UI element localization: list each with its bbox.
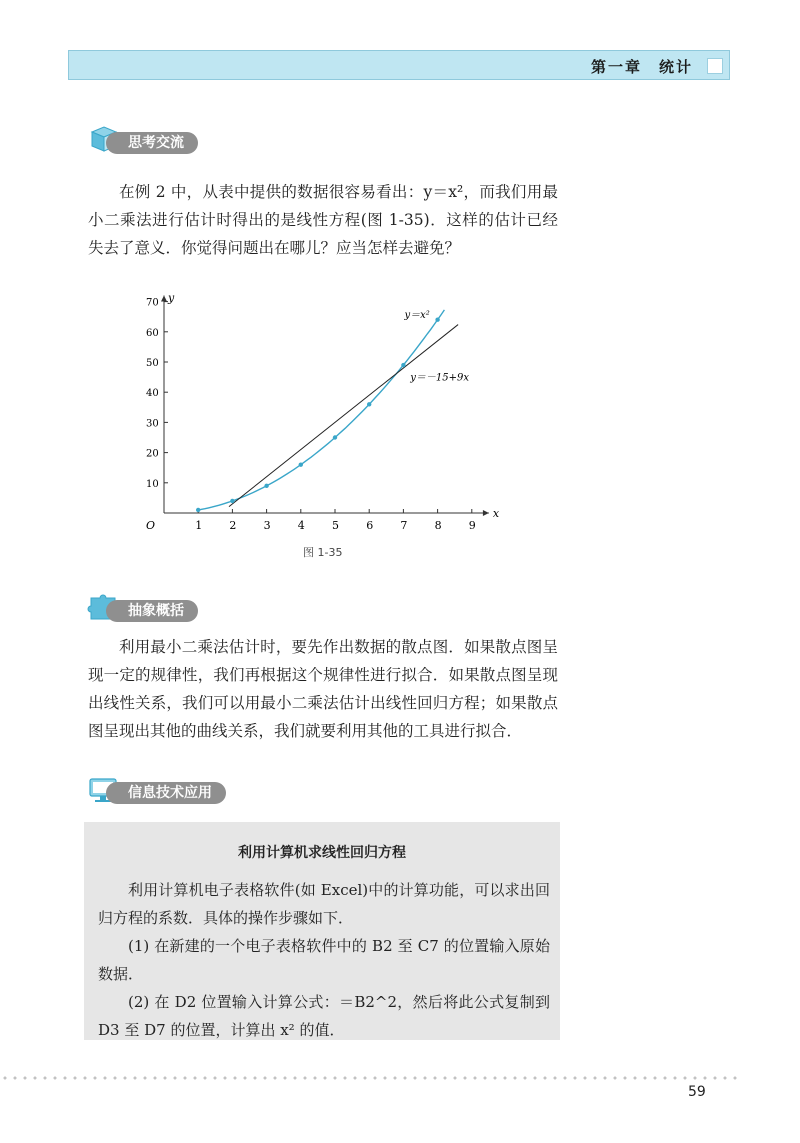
data-point <box>196 508 200 512</box>
y-tick-label: 50 <box>146 358 159 369</box>
x-tick-label: 5 <box>332 519 339 532</box>
data-point <box>367 402 371 406</box>
x-axis-arrow <box>483 510 489 516</box>
y-axis-arrow <box>161 296 167 302</box>
series-label-regression: y＝－15+9x <box>410 372 470 384</box>
info-paragraph-1: 利用计算机电子表格软件(如 Excel)中的计算功能，可以求出回归方程的系数．具体的操作步骤如下． <box>98 881 550 927</box>
info-paragraph-2: (1) 在新建的一个电子表格软件中的 B2 至 C7 的位置输入原始数据． <box>98 937 550 983</box>
x-tick-label: 6 <box>366 519 374 532</box>
think-paragraph: 在例 2 中，从表中提供的数据很容易看出：y＝x²，而我们用最小二乘法进行估计时得出的是线性方程(图 1-35)．这样的估计已经失去了意义．你觉得问题出在哪儿？应当怎样去避免？ <box>88 183 558 257</box>
figure-caption: 图 1-35 <box>303 546 343 559</box>
info-box <box>84 822 560 1040</box>
series-curve-y-x2 <box>198 310 444 510</box>
page-number: 59 <box>688 1084 706 1100</box>
x-tick-label: 7 <box>400 519 408 532</box>
abstract-section-label: 抽象概括 <box>106 600 198 622</box>
abstract-paragraph: 利用最小二乘法估计时，要先作出数据的散点图．如果散点图呈现一定的规律性，我们再根据这个规律性进行拟合．如果散点图呈现出线性关系，我们可以用最小二乘法估计出线性回归方程；如果散点图呈现出其他的曲线关系，我们就要利用其他的工具进行拟合． <box>88 638 558 740</box>
chapter-header-bar <box>68 50 730 80</box>
y-tick-label: 40 <box>146 388 159 400</box>
x-axis-label: x <box>492 507 500 520</box>
header-square-icon <box>707 58 723 74</box>
x-tick-label: 9 <box>468 519 476 532</box>
info-box-title: 利用计算机求线性回归方程 <box>238 845 406 861</box>
y-tick-label: 60 <box>146 327 159 339</box>
y-tick-label: 30 <box>146 418 159 430</box>
series-label-y-x2: y＝x² <box>404 309 430 321</box>
data-point <box>333 435 337 439</box>
y-tick-label: 20 <box>146 448 159 460</box>
data-point <box>264 484 268 488</box>
y-axis-label: y <box>168 291 175 305</box>
figure-chart <box>140 280 500 550</box>
x-tick-label: 2 <box>229 519 237 532</box>
x-tick-label: 1 <box>195 519 203 532</box>
x-tick-label: 8 <box>434 519 442 532</box>
info-paragraph-3: (2) 在 D2 位置输入计算公式：＝B2^2，然后将此公式复制到 D3 至 D7 的位置，计算出 x² 的值． <box>98 993 550 1039</box>
x-tick-label: 4 <box>297 519 305 532</box>
y-tick-label: 10 <box>146 478 159 490</box>
data-point <box>299 462 303 466</box>
data-point <box>401 363 405 367</box>
x-tick-label: 3 <box>263 519 271 532</box>
data-point <box>230 499 234 503</box>
data-point <box>435 318 439 322</box>
footer-dotted-line <box>0 1076 740 1080</box>
series-line-regression <box>229 325 458 507</box>
y-tick-label: 70 <box>146 297 159 309</box>
chapter-title: 第一章 统计 <box>590 58 693 76</box>
think-section-label: 思考交流 <box>106 132 198 154</box>
origin-label: O <box>146 519 156 532</box>
info-section-label: 信息技术应用 <box>106 782 226 804</box>
